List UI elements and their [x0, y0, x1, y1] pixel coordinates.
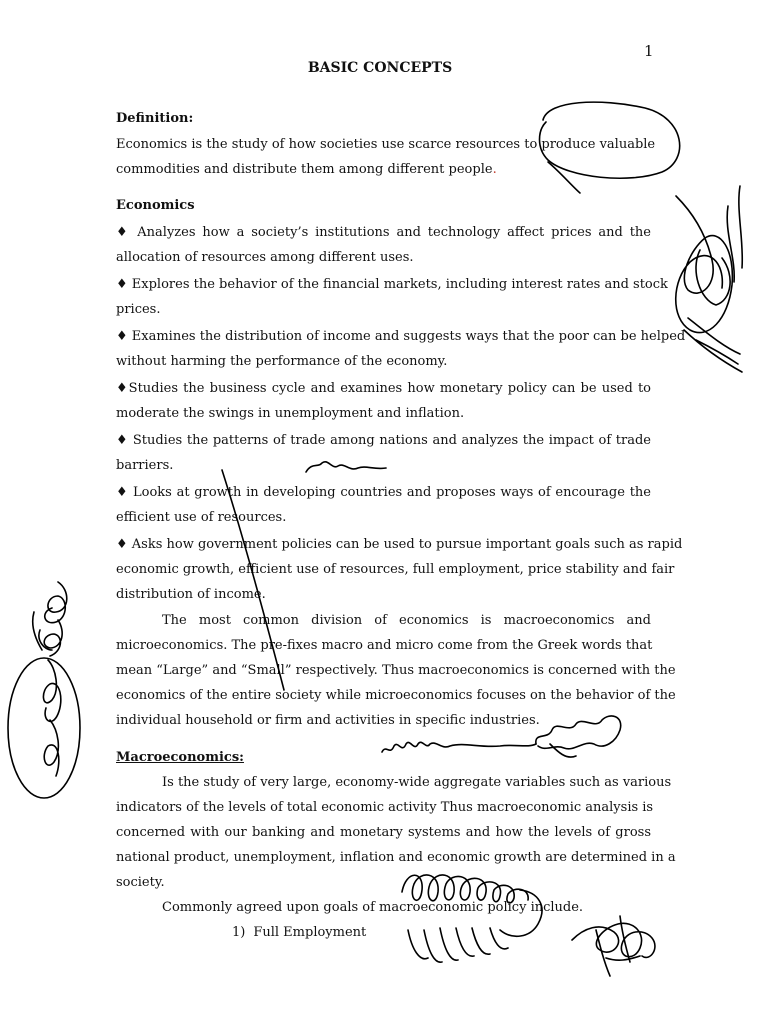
- page-title: BASIC CONCEPTS: [307, 60, 453, 76]
- scribble-right-margin: [676, 186, 743, 372]
- definition-heading: Definition:: [116, 111, 194, 126]
- economics-line-13: ♦ Asks how government policies can be used to pursue important goals such as rapid: [116, 537, 683, 552]
- economics-line-1: ♦ Analyzes how a society’s institutions and technology affect prices and the: [116, 225, 651, 240]
- economics-line-15: distribution of income.: [116, 587, 266, 602]
- division-line-2: microeconomics. The pre-fixes macro and micro come from the Greek words that: [116, 638, 653, 653]
- economics-line-4: prices.: [116, 302, 161, 317]
- economics-line-6: without harming the performance of the economy.: [116, 354, 448, 369]
- goal-item-1: [232, 925, 366, 940]
- economics-line-12: efficient use of resources.: [116, 510, 287, 525]
- economics-line-8: moderate the swings in unemployment and inflation.: [116, 406, 465, 421]
- macro-line-2: indicators of the levels of total economic activity Thus macroeconomic analysis is: [116, 800, 654, 815]
- scribble-diagonal-line: [222, 470, 284, 690]
- division-line-3: mean “Large” and “Small” respectively. Thus macroeconomics is concerned with the: [116, 663, 676, 678]
- scribble-bottom-right: [572, 916, 655, 976]
- definition-line-2-text: commodities and distribute them among different people: [116, 162, 493, 177]
- division-line-5: individual household or firm and activities in specific industries.: [116, 713, 540, 728]
- economics-line-2: allocation of resources among different uses.: [116, 250, 414, 265]
- economics-line-10: barriers.: [116, 458, 174, 473]
- scribble-left-margin: [8, 582, 80, 798]
- economics-line-11: ♦ Looks at growth in developing countries and proposes ways of encourage the: [116, 485, 651, 500]
- definition-period: .: [492, 162, 497, 177]
- macro-line-3: concerned with our banking and monetary systems and how the levels of gross: [116, 825, 651, 840]
- division-line-4: economics of the entire society while microeconomics focuses on the behavior of the: [116, 688, 676, 703]
- page-number: 1: [644, 42, 654, 60]
- goal-label: Full Employment: [253, 925, 367, 940]
- macro-line-4: national product, unemployment, inflation and economic growth are determined in a: [116, 850, 676, 865]
- division-line-1: The most common division of economics is macroeconomics and: [162, 613, 651, 628]
- economics-line-14: economic growth, efficient use of resources, full employment, price stability and fair: [116, 562, 675, 577]
- definition-line-1: Economics is the study of how societies use scarce resources to produce valuable: [116, 137, 656, 152]
- economics-line-5: ♦ Examines the distribution of income and suggests ways that the poor can be helped: [116, 329, 686, 344]
- macro-line-1: Is the study of very large, economy-wide aggregate variables such as various: [162, 775, 672, 790]
- economics-heading: Economics: [116, 198, 195, 213]
- economics-line-9: ♦ Studies the patterns of trade among nations and analyzes the impact of trade: [116, 433, 651, 448]
- macroeconomics-heading: Macroeconomics:: [116, 750, 244, 765]
- economics-line-7: ♦Studies the business cycle and examines how monetary policy can be used to: [116, 381, 651, 396]
- macro-line-6: Commonly agreed upon goals of macroeconomic policy include.: [162, 900, 584, 915]
- macro-line-5: society.: [116, 875, 165, 890]
- goal-number: 1): [232, 925, 246, 940]
- economics-line-3: ♦ Explores the behavior of the financial markets, including interest rates and stock: [116, 277, 668, 292]
- definition-line-2: [116, 162, 651, 178]
